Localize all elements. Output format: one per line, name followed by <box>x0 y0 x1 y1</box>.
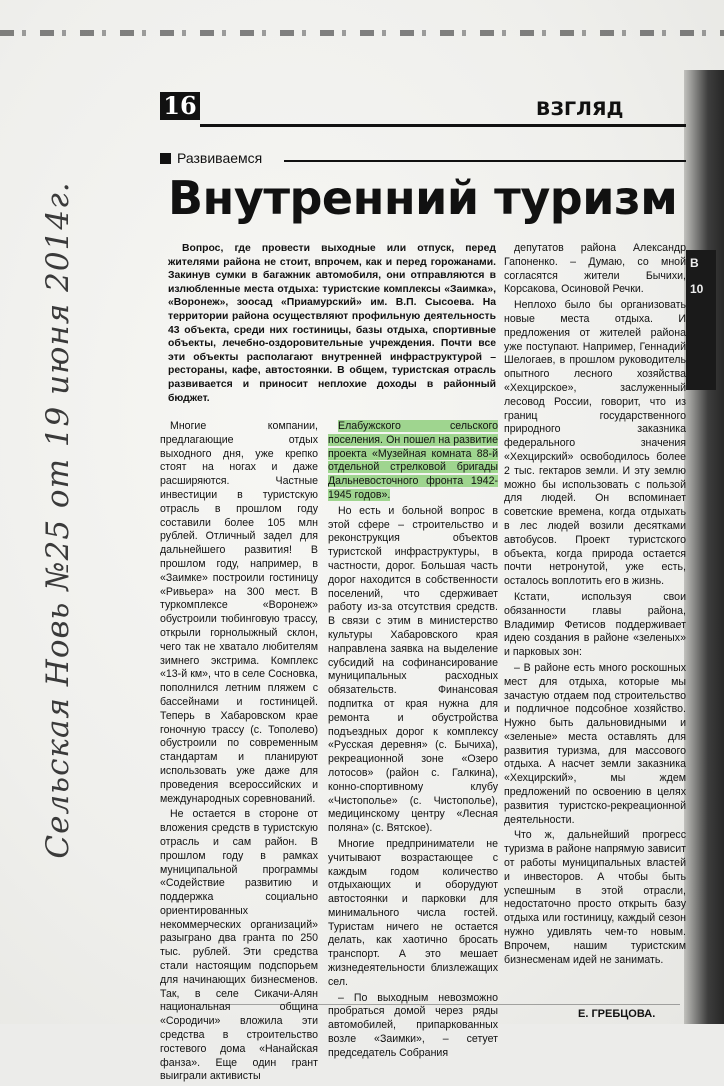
column-c <box>504 242 686 969</box>
column-c-paragraph: депутатов района Александр Гапоненко. – Думаю, со мной согласятся жители Бычихи, Корсакова, Осиновой Речки. <box>504 242 686 296</box>
adjacent-column-fragment <box>686 250 716 390</box>
column-c-paragraph: Что ж, дальнейший прогресс туризма в районе напрямую зависит от работы муниципальных властей и инвесторов. А чтобы быть успешным в этой отрасли, недостаточно просто открыть базу отдыха или гостиницу, каждый сезон нужно удивлять чем-то новым. Впрочем, нашим туристским бизнесменам идей не занимать. <box>504 829 686 966</box>
highlighted-text: Елабужского сельского поселения. Он пошел на развитие проекта «Музейная комната 88-й отдельной стрелковой бригады Дальневосточного фронта 1942-1945 годов». <box>328 420 498 501</box>
column-b-highlight <box>328 420 498 503</box>
bottom-rule <box>160 1004 680 1005</box>
lead-paragraph: Вопрос, где провести выходные или отпуск, перед жителями района не стоит, впрочем, как и перед горожанами. Закинув сумки в багажник автомобиля, они отправляются в излюбленные места отдыха: туристские комплексы «Заимка», «Воронеж», зоосад «Приамурский» им. В.П. Сысоева. На территории района осуществляют профильную деятельность 43 объекта, среди них гостиницы, базы отдыха, спортивные объекты, лечебно-оздоровительные учреждения. Почти все эти объекты располагают внутренней инфраструктурой – рестораны, кафе, автостоянки. В общем, туристская отрасль развивается и приносит неплохие доходы в районный бюджет. <box>168 243 496 404</box>
column-a-paragraph: Многие компании, предлагающие отдых выходного дня, уже крепко стоят на ногах и даже расширяются. Частные инвестиции в туристскую отрасль в прошлом году составили более 105 млн рублей. Отличный задел для дальнейшего развития! В прошлом году, например, в «Заимке» построили гостиницу «Ривьера» на 300 мест. В туркомплексе «Воронеж» обустроили тюбинговую трассу, открыли горнолыжный склон, чего так не хватало любителям зимнего экстрима. Комплекс «13-й км», что в селе Сосновка, пополнился летним пляжем с бассейнами и гостиницей. Теперь в Хабаровском крае гоночную трассу (с. Тополево) обустроили по современным стандартам и планируют использовать уже даже для проведения всероссийских и международных соревнований. <box>160 420 318 805</box>
handwritten-note: Сельская Новь №25 от 19 июня 2014г. <box>40 181 76 859</box>
side-mark: В <box>690 256 699 270</box>
column-c-paragraph: Кстати, используя свои обязанности главы района, Владимир Фетисов поддерживает идею создания в районе «зеленых» и парковых зон: <box>504 590 686 659</box>
column-b-paragraph: Многие предприниматели не учитывают возрастающее с каждым годом количество отдыхающих и оборудуют автостоянки и парковки для минимального числа гостей. Туристам ничего не остается делать, как хаотично бросать транспорт. А это мешает жизнедеятельности близлежащих сел. <box>328 837 498 988</box>
article-headline: Внутренний туризм <box>168 171 678 225</box>
article-lead <box>168 242 496 405</box>
side-mark: 10 <box>690 282 704 296</box>
column-a <box>160 420 318 1086</box>
column-c-paragraph: – В районе есть много роскошных мест для отдыха, которые мы зачастую отдаем под строительство и подличное подсобное хозяйство. Нужно быть дальновидными и «зеленые» места оставлять для развития туризма, для массового отдыха. А насчет земли заказника «Хехцирский», мы ждем предложений по освоению в целях развития туристско-рекреационной деятельности. <box>504 661 686 826</box>
rubric <box>160 150 262 166</box>
scan-edge-right <box>684 70 724 1024</box>
column-c-paragraph: Неплохо было бы организовать новые места отдыха. И предложения от жителей района уже поступают. Например, Геннадий Шелогаев, в прошлом руководитель опытного лесного хозяйства «Хехцирское», заслуженный лесовод России, говорит, что из границ государственного природного заказника федерального значения «Хехцирский» освободилось более 2 тыс. гектаров земли. И эту землю можно бы использовать с пользой для людей. Он вспоминает советские времена, когда отдыхать в лес людей возили десятками автобусов. Проект туристского объекта, когда природа остается почти нетронутой, уже есть, осталось воплотить его в жизнь. <box>504 299 686 588</box>
rubric-label: Развиваемся <box>177 150 263 166</box>
scan-edge-top <box>0 30 724 36</box>
column-b <box>328 420 498 1063</box>
section-title: ВЗГЛЯД <box>536 98 624 120</box>
author-signature: Е. ГРЕБЦОВА. <box>578 1008 656 1020</box>
column-b-paragraph: – По выходным невозможно пробраться домой через ряды автомобилей, припаркованных возле «Заимки», – сетует председатель Собрания <box>328 991 498 1059</box>
page-number: 16 <box>160 92 200 120</box>
column-a-paragraph: Не остается в стороне от вложения средств в туристскую отрасль и сам район. В прошлом году в рамках муниципальной программы «Содействие развитию и поддержка социально ориентированных некоммерческих организаций» разыграно два гранта по 250 тыс. рублей. Эти средства стали настоящим подспорьем для начинающих бизнесменов. Так, в селе Сикачи-Алян национальная община «Сородичи» вложила эти средства в строительство гостевого дома «Нанайская фанза». Еще один грант выиграли активисты <box>160 808 318 1083</box>
header-rule <box>200 124 686 127</box>
column-b-paragraph: Но есть и больной вопрос в этой сфере – строительство и реконструкция объектов туристской инфраструктуры, в частности, дорог. Большая часть дорог находится в собственности поселений, что сдерживает работу из-за отсутствия средств. В связи с этим в министерство культуры Хабаровского края направлена заявка на выделение субсидий на софинансирование муниципальных расходных обязательств. Финансовая подпитка от края нужна для ремонта и обустройства подъездных дорог к комплексу «Русская деревня» (с. Бычиха), рекреационной зоне «Озеро лотосов» (район с. Галкина), конно-спортивному клубу «Чистополье» (с. Чистополье), медицинскому центру «Лесная поляна» (с. Вятское). <box>328 504 498 835</box>
rubric-square-icon <box>160 153 171 164</box>
rubric-rule <box>284 160 686 162</box>
